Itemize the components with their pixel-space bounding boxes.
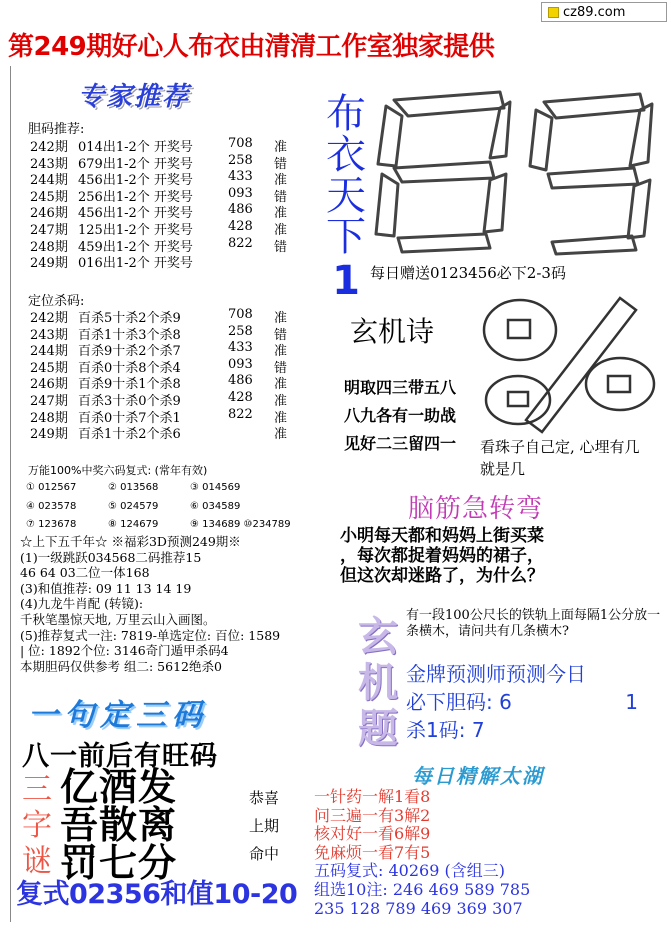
kill-row-cell: 百杀9十杀2个杀7 [78, 344, 181, 360]
poem-line: 八九各有一助战 [344, 406, 457, 425]
dan-row-cell: 错 [274, 156, 288, 172]
tip-line: ☆上下五千年☆ ※福彩3D预测249期※ [20, 534, 241, 549]
three-word-riddle-label: 三字谜 [22, 772, 52, 879]
tip-line: (3)和值推荐: 09 11 13 14 19 [20, 580, 192, 596]
mystic-poem [344, 374, 456, 458]
kill-row-cell: 247期 [30, 394, 68, 409]
kill-row-cell: 百杀0十杀8个杀4 [78, 360, 181, 376]
kill-row [30, 323, 300, 343]
mystic-title-char: 机 [358, 660, 398, 706]
kill-row-cell: 822 [228, 406, 253, 422]
combo-cell: ⑤ 024579 [108, 500, 159, 512]
kill-row-cell: 百杀0十杀7个杀1 [78, 410, 181, 426]
predictor-dan-label: 必下胆码: 6 [406, 690, 512, 714]
kill-row-cell: 准 [274, 427, 288, 443]
dan-row-cell: 248期 [30, 239, 68, 255]
gold-predictor-box [406, 660, 668, 744]
riddle-line: 罚七分 [60, 840, 178, 885]
dan-row-cell: 014出1-2个 开奖号 [78, 140, 193, 155]
buyi-vertical-title [322, 91, 370, 304]
daily-explain-title: 每日精解太湖 [412, 764, 544, 788]
big-number-graphic [372, 86, 660, 258]
digit-eight-outline [376, 92, 510, 252]
combo-cell: ⑦ 123678 [26, 519, 77, 530]
tip-line: | 位: 1892个位: 3146奇门遁甲杀码4 [20, 643, 229, 659]
kill-row-cell: 准 [274, 344, 288, 360]
tip-line: 本期胆码仅供参考 组二: 5612绝杀0 [20, 658, 222, 674]
dan-row [30, 219, 300, 238]
dan-row [30, 169, 300, 189]
dan-row-cell: 456出1-2个 开奖号 [78, 173, 193, 189]
kill-row [30, 373, 300, 393]
note-line: 上期 [248, 817, 279, 835]
buyi-char: 下 [326, 214, 366, 260]
dan-row-cell: 258 [228, 152, 253, 168]
dan-row-cell: 679出1-2个 开奖号 [78, 156, 193, 172]
kill-row-cell: 428 [228, 390, 253, 405]
kill-row [30, 423, 300, 443]
kill-row-cell: 433 [228, 340, 253, 356]
dan-row-cell: 247期 [30, 223, 68, 238]
brain-teaser-question [340, 526, 670, 586]
combo-cell: ⑧ 124679 [108, 519, 159, 530]
kill-row [30, 340, 300, 360]
clue-red-line: 核对好一看6解9 [314, 824, 431, 844]
kill-row-cell: 246期 [30, 377, 68, 393]
dan-row-cell: 244期 [30, 173, 68, 189]
kill-row-cell: 准 [274, 410, 288, 426]
dan-row-cell: 错 [274, 239, 288, 255]
combo-row [26, 501, 272, 512]
expert-recommend-title: 专家推荐 [78, 82, 191, 112]
mystic-title-char: 题 [358, 706, 398, 752]
coin-icon [586, 358, 654, 410]
riddle-text-line: 小明每天都和妈妈上街买菜 [340, 526, 544, 546]
combo-cell: ③ 014569 [190, 482, 241, 493]
clue-blue-line: 235 128 789 469 369 307 [314, 898, 523, 918]
kill-row-cell: 244期 [30, 344, 68, 360]
logo-square-icon [548, 7, 559, 18]
predictor-dan-line [406, 688, 668, 716]
dan-row-cell: 256出1-2个 开奖号 [78, 189, 193, 205]
kill-row-cell: 243期 [30, 327, 68, 343]
kill-row-cell: 093 [228, 356, 253, 372]
digit-nine-outline [530, 94, 652, 254]
dan-code-title: 胆码推荐: [28, 122, 85, 137]
buyi-char: 衣 [326, 132, 366, 178]
predictor-dan-extra: 1 [625, 690, 638, 714]
compound-bet-text: 复式02356和值10-20 [16, 879, 298, 910]
kill-row-cell: 准 [274, 377, 288, 393]
watermark-text: cz89.com [563, 4, 626, 20]
combo-title: 万能100%中奖六码复式: (常年有效) [28, 464, 208, 477]
tip-line: (1)一级跳跃034568二码推荐15 [20, 549, 202, 565]
kill-row-cell: 245期 [30, 360, 68, 376]
note-line: 命中 [248, 845, 279, 863]
predictor-kill-line: 杀1码: 7 [406, 718, 485, 742]
dan-row [30, 152, 300, 172]
dan-row-cell: 822 [228, 235, 253, 251]
combo-cell: ⑥ 034589 [190, 500, 241, 512]
dan-row-cell: 246期 [30, 206, 68, 222]
kill-row-cell: 249期 [30, 427, 68, 443]
kill-code-title: 定位杀码: [28, 294, 85, 309]
dan-row-cell: 125出1-2个 开奖号 [78, 223, 193, 238]
congrats-note [244, 784, 284, 868]
kill-row [30, 406, 300, 426]
buyi-char: 天 [326, 173, 366, 219]
brain-teaser-title: 脑筋急转弯 [408, 494, 544, 524]
daily-gift-text: 每日赠送0123456必下2-3码 [370, 264, 566, 282]
kill-row [30, 307, 300, 326]
kill-row-cell: 248期 [30, 410, 68, 426]
clue-blue-line: 五码复式: 40269 (含组三) [314, 861, 505, 881]
tip-line: (4)九龙牛肖配 (转镜): [20, 596, 144, 612]
kill-row-cell [228, 423, 274, 439]
dan-row [30, 185, 300, 205]
dan-row-cell: 249期 [30, 256, 68, 272]
buyi-char: 1 [332, 258, 360, 304]
dan-row-cell: 486 [228, 202, 253, 218]
dan-row-cell [228, 252, 274, 268]
mystic-question-text: 有一段100公尺长的铁轨上面每隔1公分放一条横木，请问共有几条横木? [406, 608, 661, 639]
clue-blue-line: 组选10注: 246 469 589 785 [314, 879, 531, 899]
clue-list [314, 788, 668, 918]
kill-row-cell: 百杀1十杀2个杀6 [78, 427, 181, 443]
page-title: 第249期好心人布衣由清清工作室独家提供 [8, 32, 495, 62]
kill-row-cell: 486 [228, 373, 253, 389]
kill-row [30, 356, 300, 376]
kill-row-cell: 错 [274, 360, 288, 376]
dan-row-cell: 准 [274, 206, 288, 222]
dan-row-cell: 245期 [30, 189, 68, 205]
dan-row-cell [274, 252, 298, 268]
prediction-tips [20, 534, 350, 674]
poem-line: 明取四三带五八 [344, 378, 457, 397]
coins-caption: 看珠子自己定, 心埋有几就是几 [480, 438, 640, 478]
dan-row-cell: 243期 [30, 156, 68, 172]
note-line: 恭喜 [248, 789, 279, 807]
predictor-title: 金牌预测师预测今日 [406, 662, 586, 686]
kill-row-cell: 百杀1十杀3个杀8 [78, 327, 181, 343]
kill-row-cell: 百杀9十杀1个杀8 [78, 377, 181, 393]
dan-row [30, 136, 300, 155]
mystic-poem-title: 玄机诗 [350, 315, 435, 348]
coin-icon [484, 300, 556, 360]
combo-cell: ① 012567 [26, 482, 77, 493]
clue-red-line: 问三遍一有3解2 [314, 805, 431, 825]
dan-row-cell: 准 [274, 173, 288, 189]
dan-row-cell: 459出1-2个 开奖号 [78, 239, 193, 255]
riddle-line: 亿酒发 [60, 764, 178, 809]
dan-row [30, 252, 300, 272]
dan-row [30, 235, 300, 255]
kill-row-cell: 708 [228, 307, 253, 322]
tip-line: 千秋笔墨惊天地, 万里云山入画图。 [20, 611, 216, 627]
dan-row-cell: 错 [274, 189, 288, 205]
tip-line: (5)推荐复式一注: 7819-单选定位: 百位: 1589 [20, 627, 281, 643]
coins-illustration [470, 290, 666, 440]
kill-row-cell: 错 [274, 327, 288, 343]
kill-row-cell: 百杀5十杀2个杀9 [78, 311, 181, 326]
clue-red-line: 一针药一解1看8 [314, 787, 431, 806]
dan-row-cell: 准 [274, 223, 288, 238]
three-word-riddle [60, 764, 228, 885]
combo-cell: ② 013568 [108, 482, 159, 493]
dan-row-cell: 准 [274, 140, 288, 155]
riddle-text-line: 但这次却迷路了，为什么？ [340, 566, 544, 586]
dan-row-cell: 428 [228, 219, 253, 234]
dan-row-cell: 708 [228, 136, 253, 151]
buyi-char: 布 [326, 91, 366, 137]
kill-row-cell: 准 [274, 311, 288, 326]
dan-row-cell: 456出1-2个 开奖号 [78, 206, 193, 222]
kill-row-cell: 百杀3十杀0个杀9 [78, 394, 181, 409]
tip-line: 46 64 03二位一体168 [20, 565, 150, 581]
dan-row-cell: 093 [228, 185, 253, 201]
mystic-title-char: 玄 [358, 614, 398, 660]
kill-row-cell: 准 [274, 394, 288, 409]
kill-row [30, 390, 300, 409]
riddle-line: 吾散离 [60, 802, 178, 847]
combo-row [26, 482, 272, 493]
one-sentence-title: 一句定三码 [28, 698, 208, 733]
mystic-question-title [354, 614, 402, 752]
dan-row-cell: 016出1-2个 开奖号 [78, 256, 193, 272]
poem-line: 见好二三留四一 [344, 434, 457, 453]
combo-row [26, 519, 291, 530]
dan-row [30, 202, 300, 222]
site-watermark[interactable] [541, 2, 667, 22]
one-sentence-text: 八一前后有旺码 [22, 741, 218, 772]
dan-row-cell: 433 [228, 169, 253, 185]
kill-row-cell: 242期 [30, 311, 68, 326]
kill-row-cell: 258 [228, 323, 253, 339]
clue-red-line: 免麻烦一看7有5 [314, 842, 431, 862]
combo-cell: ⑨ 134689 ⑩234789 [190, 519, 291, 530]
riddle-text-line: ，每次都捉着妈妈的裙子， [340, 546, 544, 566]
dan-row-cell: 242期 [30, 140, 68, 155]
combo-cell: ④ 023578 [26, 500, 77, 512]
